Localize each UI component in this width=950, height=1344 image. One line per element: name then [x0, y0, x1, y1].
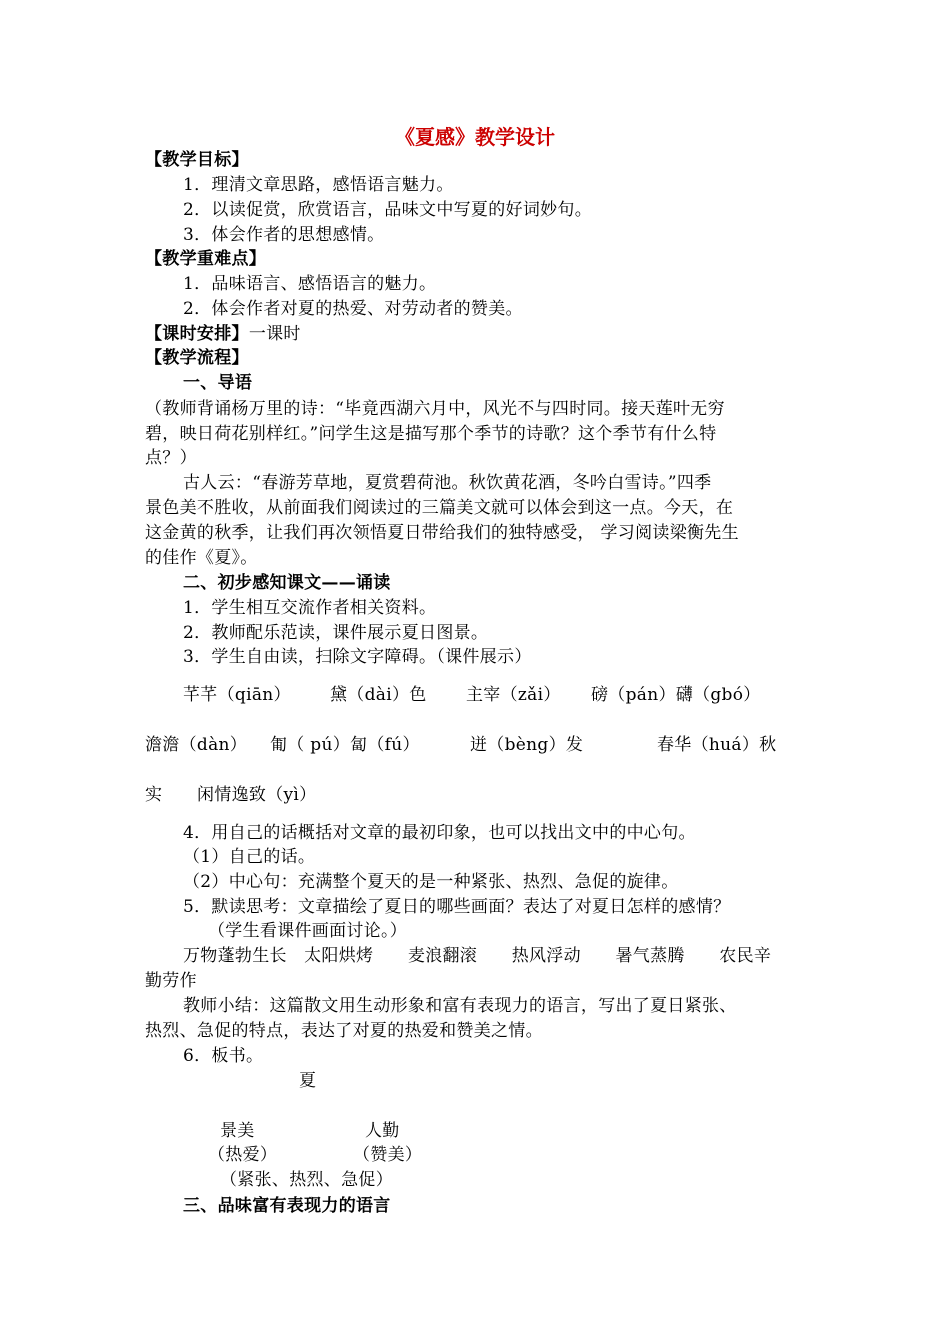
pinyin-row — [0, 684, 950, 708]
board-right-note: （赞美） — [353, 1145, 423, 1165]
section2-subitem: （1）自己的话。 — [183, 847, 316, 867]
key-points-heading: 【教学重难点】 — [145, 249, 267, 269]
goal-item: 1．理清文章思路，感悟语言魅力。 — [183, 175, 454, 195]
scenes-line: 勤劳作 — [145, 971, 197, 991]
summary-line: 教师小结：这篇散文用生动形象和富有表现力的语言，写出了夏日紧张、 — [183, 996, 737, 1016]
key-point-item: 2．体会作者对夏的热爱、对劳动者的赞美。 — [183, 299, 523, 319]
pinyin-word: 黛（dài）色 — [330, 685, 427, 705]
goal-item: 2．以读促赏，欣赏语言，品味文中写夏的好词妙句。 — [183, 200, 593, 220]
key-point-item: 1．品味语言、感悟语言的魅力。 — [183, 274, 437, 294]
summary-line: 热烈、急促的特点，表达了对夏的热爱和赞美之情。 — [145, 1021, 543, 1041]
pinyin-word: 澹澹（dàn） — [145, 735, 248, 755]
pinyin-word: 芊芊（qiān） — [183, 685, 291, 705]
pinyin-word: 闲情逸致（yì） — [197, 785, 317, 805]
goal-item: 3．体会作者的思想感情。 — [183, 225, 385, 245]
pinyin-word: 迸（bèng）发 — [470, 735, 584, 755]
pinyin-word: 主宰（zǎi） — [466, 685, 561, 705]
board-right: 人勤 — [365, 1121, 400, 1141]
page-title: 《夏感》教学设计 — [395, 125, 555, 149]
section2-note: （学生看课件画面讨论。） — [208, 921, 408, 941]
pinyin-word: 匍（ pú）匐（fú） — [270, 735, 420, 755]
process-heading: 【教学流程】 — [145, 348, 249, 368]
section1-heading: 一、导语 — [183, 373, 253, 393]
section3-heading: 三、品味富有表现力的语言 — [183, 1196, 391, 1216]
board-left: 景美 — [220, 1121, 255, 1141]
intro-paragraph2-line: 景色美不胜收，从前面我们阅读过的三篇美文就可以体会到这一点。今天，在 — [145, 498, 734, 518]
section2-item: 3．学生自由读，扫除文字障碍。（课件展示） — [183, 647, 532, 667]
pinyin-row — [0, 734, 950, 758]
intro-paragraph2-line: 这金黄的秋季，让我们再次领悟夏日带给我们的独特感受， 学习阅读梁衡先生 — [145, 523, 739, 543]
section2-item: 1．学生相互交流作者相关资料。 — [183, 598, 437, 618]
pinyin-row — [0, 784, 950, 808]
section2-heading: 二、初步感知课文——诵读 — [183, 573, 391, 593]
section2-item: 6．板书。 — [183, 1046, 264, 1066]
scenes-line: 万物蓬勃生长 太阳烘烤 麦浪翻滚 热风浮动 暑气蒸腾 农民辛 — [183, 946, 772, 966]
pinyin-word: 磅（pán）礴（gbó） — [591, 685, 761, 705]
section2-item: 2．教师配乐范读，课件展示夏日图景。 — [183, 623, 489, 643]
schedule-heading: 【课时安排】 — [145, 324, 249, 344]
section2-item: 5．默读思考：文章描绘了夏日的哪些画面？表达了对夏日怎样的感情？ — [183, 897, 731, 917]
schedule-line — [145, 323, 301, 345]
board-center: 夏 — [299, 1071, 317, 1091]
board-bottom: （紧张、热烈、急促） — [220, 1170, 393, 1190]
board-left-note: （热爱） — [208, 1145, 278, 1165]
pinyin-word: 实 — [145, 785, 163, 805]
intro-paragraph-line: 点？） — [145, 448, 197, 468]
pinyin-word: 春华（huá）秋 — [657, 735, 777, 755]
section2-subitem: （2）中心句：充满整个夏天的是一种紧张、热烈、急促的旋律。 — [183, 872, 679, 892]
intro-paragraph-line: （教师背诵杨万里的诗：“毕竟西湖六月中，风光不与四时同。接天莲叶无穷 — [145, 399, 725, 419]
intro-paragraph-line: 碧，映日荷花别样红。”问学生这是描写那个季节的诗歌？这个季节有什么特 — [145, 424, 717, 444]
section2-item: 4．用自己的话概括对文章的最初印象，也可以找出文中的中心句。 — [183, 823, 696, 843]
schedule-value: 一课时 — [248, 324, 301, 344]
intro-paragraph2-line: 的佳作《夏》。 — [145, 548, 258, 568]
goals-heading: 【教学目标】 — [145, 150, 249, 170]
intro-paragraph2-line: 古人云：“春游芳草地，夏赏碧荷池。秋饮黄花酒，冬吟白雪诗。”四季 — [183, 473, 712, 493]
